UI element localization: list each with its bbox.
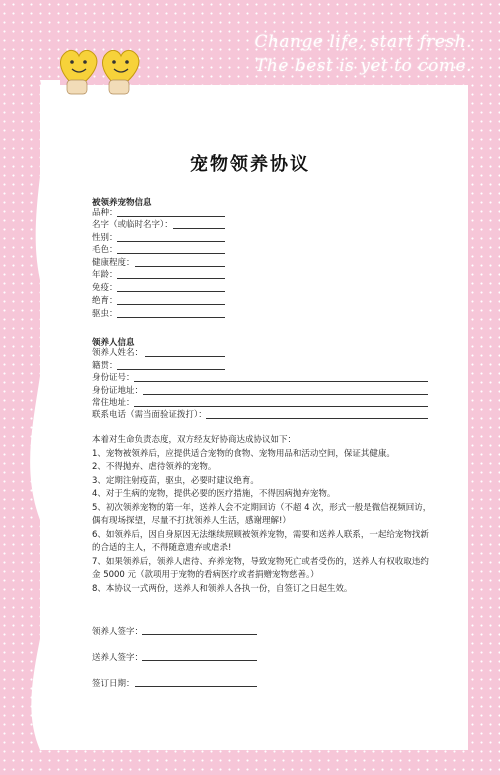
pet-age-field: 年龄： bbox=[92, 270, 118, 280]
pet-name-field: 名字（或临时名字）： bbox=[92, 220, 173, 230]
adopter-phone-line bbox=[206, 408, 428, 419]
adopter-signature-label: 领养人签字： bbox=[92, 627, 144, 637]
terms-item-6: 6、如领养后，因自身原因无法继续照顾被领养宠物，需要和送养人联系，一起给宠物找新的合适的主人，不得随意遗弃或虐杀! bbox=[92, 529, 429, 553]
pet-vaccine-line bbox=[117, 281, 225, 292]
terms-item-2: 2、不得抛弃、虐待领养的宠物。 bbox=[92, 462, 217, 472]
adopter-hometown-line bbox=[117, 359, 225, 370]
pet-sex-line bbox=[117, 231, 225, 242]
sender-signature-label: 送养人签字： bbox=[92, 653, 144, 663]
terms-item-1: 1、宠物被领养后，应提供适合宠物的食物、宠物用品和活动空间，保证其健康。 bbox=[92, 448, 395, 459]
pet-deworm-line bbox=[117, 307, 225, 318]
adopter-name-field: 领养人姓名： bbox=[92, 348, 144, 358]
terms-section bbox=[92, 434, 437, 596]
decor-slogan-line2: The best is yet to come. bbox=[255, 56, 472, 76]
heart-mascot-icon bbox=[55, 40, 145, 95]
adopter-signature-line bbox=[142, 624, 257, 635]
adopter-id-address-line bbox=[143, 384, 428, 395]
adopter-name-line bbox=[145, 346, 225, 357]
pet-age-line bbox=[117, 268, 225, 279]
pet-breed-field: 品种： bbox=[92, 208, 118, 218]
terms-item-5: 5、初次领养宠物的第一年，送养人会不定期回访（不超 4 次，形式一般是微信视频回访，偶有现场探望，尽量不打扰领养人生活，感谢理解!） bbox=[92, 502, 432, 526]
pet-info-heading: 被领养宠物信息 bbox=[92, 198, 152, 208]
adopter-info-heading: 领养人信息 bbox=[92, 338, 135, 348]
adopter-phone-field: 联系电话（需当面验证拨打）： bbox=[92, 410, 207, 420]
pet-neuter-line bbox=[117, 294, 225, 305]
sender-signature-line bbox=[142, 650, 257, 661]
pet-deworm-field: 驱虫： bbox=[92, 309, 118, 319]
terms-intro: 本着对生命负责态度，双方经友好协商达成协议如下： bbox=[92, 435, 297, 445]
pet-neuter-field: 绝育： bbox=[92, 296, 118, 306]
pet-vaccine-field: 免疫： bbox=[92, 283, 118, 293]
document-title: 宠物领养协议 bbox=[190, 154, 310, 175]
sign-date-line bbox=[135, 676, 257, 687]
pet-name-line bbox=[173, 218, 225, 229]
adopter-id-number-field: 身份证号： bbox=[92, 373, 135, 383]
adopter-id-address-field: 身份证地址： bbox=[92, 386, 144, 396]
adopter-hometown-field: 籍贯： bbox=[92, 361, 118, 371]
pet-sex-field: 性别： bbox=[92, 233, 118, 243]
adopter-id-number-line bbox=[134, 371, 428, 382]
adopter-residence-line bbox=[134, 396, 428, 407]
terms-item-8: 8、本协议一式两份，送养人和领养人各执一份，自签订之日起生效。 bbox=[92, 583, 353, 594]
sign-date-label: 签订日期： bbox=[92, 679, 135, 689]
terms-item-7: 7、如果领养后，领养人虐待、弃养宠物，导致宠物死亡或者受伤的，送养人有权收取违约金 5000 元（款项用于宠物的看病医疗或者捐赠宠物慈善。） bbox=[92, 556, 429, 580]
terms-item-4: 4、对于生病的宠物，提供必要的医疗措施，不得因病抛弃宠物。 bbox=[92, 489, 336, 499]
pet-health-line bbox=[135, 256, 225, 267]
adopter-residence-field: 常住地址： bbox=[92, 398, 135, 408]
pet-breed-line bbox=[117, 206, 225, 217]
pet-health-field: 健康程度： bbox=[92, 258, 135, 268]
decor-slogan-line1: Change life, start fresh. bbox=[254, 32, 472, 52]
terms-item-3: 3、定期注射疫苗，驱虫，必要时建议绝育。 bbox=[92, 475, 259, 486]
pet-color-field: 毛色： bbox=[92, 245, 118, 255]
pet-color-line bbox=[117, 243, 225, 254]
